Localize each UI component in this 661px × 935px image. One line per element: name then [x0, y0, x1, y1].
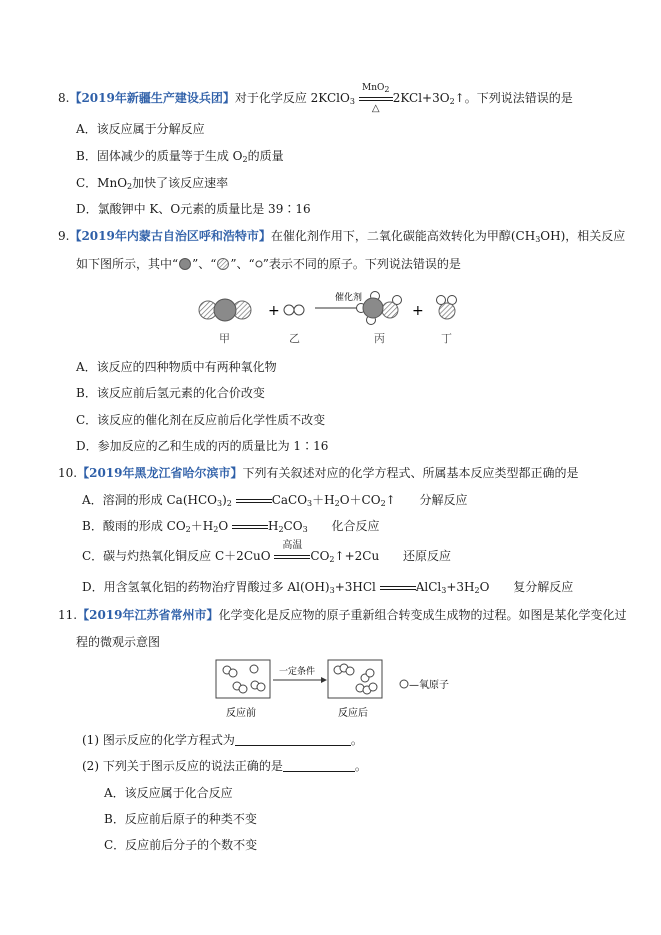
catalyst-label: 催化剂 [335, 293, 363, 303]
q10-c-type: 还原反应 [403, 549, 452, 563]
q9-option-d: D．参加反应的乙和生成的丙的质量比为 1∶16 [76, 439, 329, 453]
q11-micro-diagram [210, 656, 470, 720]
q8-option-b: B．固体减少的质量等于生成 $O_2$的质量 [76, 149, 284, 164]
q8-stem: 8.【2019年新疆生产建设兵团】对于化学反应 2KClO$_3$ MnO$_2$ △ $2KCl+3O_2↑$。下列说法错误的是 [58, 82, 573, 114]
q11-sub2: (2) 下列关于图示反应的说法正确的是 。 [82, 759, 367, 773]
q11-option-c: C．反应前后分子的个数不变 [104, 838, 258, 852]
legend-label: —氧原子 [409, 680, 449, 691]
molecule-bing [357, 292, 402, 325]
q11-stem-line2: 程的微观示意图 [76, 635, 161, 649]
q9-stem-line2: 如下图所示，其中“ ”、“ ”、“ ”表示不同的原子。下列说法错误的是 [76, 257, 461, 271]
q9-option-c: C．该反应的催化剂在反应前后化学性质不改变 [76, 413, 326, 427]
molecule-ding [437, 296, 457, 320]
q9-source: 【2019年内蒙古自治区呼和浩特市】 [69, 229, 271, 243]
q11-sub1: (1) 图示反应的化学方程式为 。 [82, 733, 363, 747]
q8-equals-condition: MnO$_2$ △ [359, 95, 393, 103]
q10-b-type: 化合反应 [331, 519, 380, 533]
q8-source: 【2019年新疆生产建设兵团】 [69, 91, 235, 105]
q9-stem-line1: 9.【2019年内蒙古自治区呼和浩特市】在催化剂作用下，二氧化碳能高效转化为甲醇$(CH_3OH)$，相关反应 [58, 229, 626, 244]
q10-source: 【2019年黑龙江省哈尔滨市】 [77, 466, 243, 480]
q8-number: 8. [58, 91, 70, 105]
hatched-atom-icon [216, 258, 230, 270]
q11-stem-line1: 11.【2019年江苏省常州市】化学变化是反应物的原子重新组合转变成生成物的过程。如图是某化学变化过 [58, 608, 627, 622]
q9-number: 9. [58, 229, 70, 243]
answer-blank-1[interactable] [235, 733, 351, 746]
q8-option-a: A．该反应属于分解反应 [76, 122, 205, 136]
q10-d-type: 复分解反应 [513, 580, 574, 594]
q10-option-a: A．溶洞的形成 $Ca(HCO_3)_2$ $CaCO_3+H_2O+CO_2↑$ 分解反应 [82, 493, 468, 508]
q11-arrow-head-icon [321, 677, 327, 683]
label-yi: 乙 [289, 332, 300, 345]
small-white-atom-icon [255, 258, 263, 270]
heat-symbol: △ [371, 102, 380, 114]
q8-option-d: D．氯酸钾中 K、O元素的质量比是 39∶16 [76, 202, 311, 216]
q10-a-type: 分解反应 [419, 493, 468, 507]
answer-blank-2[interactable] [283, 759, 355, 772]
q10-number: 10. [58, 466, 78, 480]
q11-option-a: A．该反应属于化合反应 [104, 786, 233, 800]
q11-number: 11. [58, 608, 78, 622]
oxygen-atom-legend-icon [400, 680, 408, 688]
q10-option-d: D．用含氢氧化铝的药物治疗胃酸过多 $Al(OH)_3+3HCl$ $AlCl_3+3H_2O$ 复分解反应 [82, 580, 574, 595]
high-temp-condition: 高温 [282, 539, 303, 551]
after-box [328, 660, 382, 698]
q10-option-c: C．碳与灼热氧化铜反应 C＋2CuO 高温 $CO_2↑+2Cu$ 还原反应 [82, 539, 452, 564]
after-label: 反应后 [338, 708, 368, 719]
q10-option-b: B．酸雨的形成 $CO_2+H_2O$ $H_2CO_3$ 化合反应 [82, 519, 380, 534]
plus-sign-2: + [412, 303, 424, 319]
label-bing: 丙 [374, 332, 385, 345]
molecule-yi [284, 305, 304, 315]
plus-sign-1: + [268, 303, 280, 319]
q9-option-a: A．该反应的四种物质中有两种氧化物 [76, 360, 277, 374]
q10-stem: 10.【2019年黑龙江省哈尔滨市】下列有关叙述对应的化学方程式、所属基本反应类型都正确的是 [58, 466, 579, 480]
condition-label: 一定条件 [279, 667, 316, 677]
label-ding: 丁 [441, 332, 452, 345]
q9-option-b: B．该反应前后氢元素的化合价改变 [76, 386, 265, 400]
label-jia: 甲 [219, 332, 230, 345]
before-label: 反应前 [226, 708, 256, 719]
gray-atom-icon [178, 258, 192, 270]
q9-reaction-diagram [190, 286, 480, 348]
molecule-jia [199, 299, 251, 321]
q8-option-c: C．MnO$_2$加快了该反应速率 [76, 176, 229, 191]
q11-option-b: B．反应前后原子的种类不变 [104, 812, 257, 826]
q11-source: 【2019年江苏省常州市】 [77, 608, 219, 622]
